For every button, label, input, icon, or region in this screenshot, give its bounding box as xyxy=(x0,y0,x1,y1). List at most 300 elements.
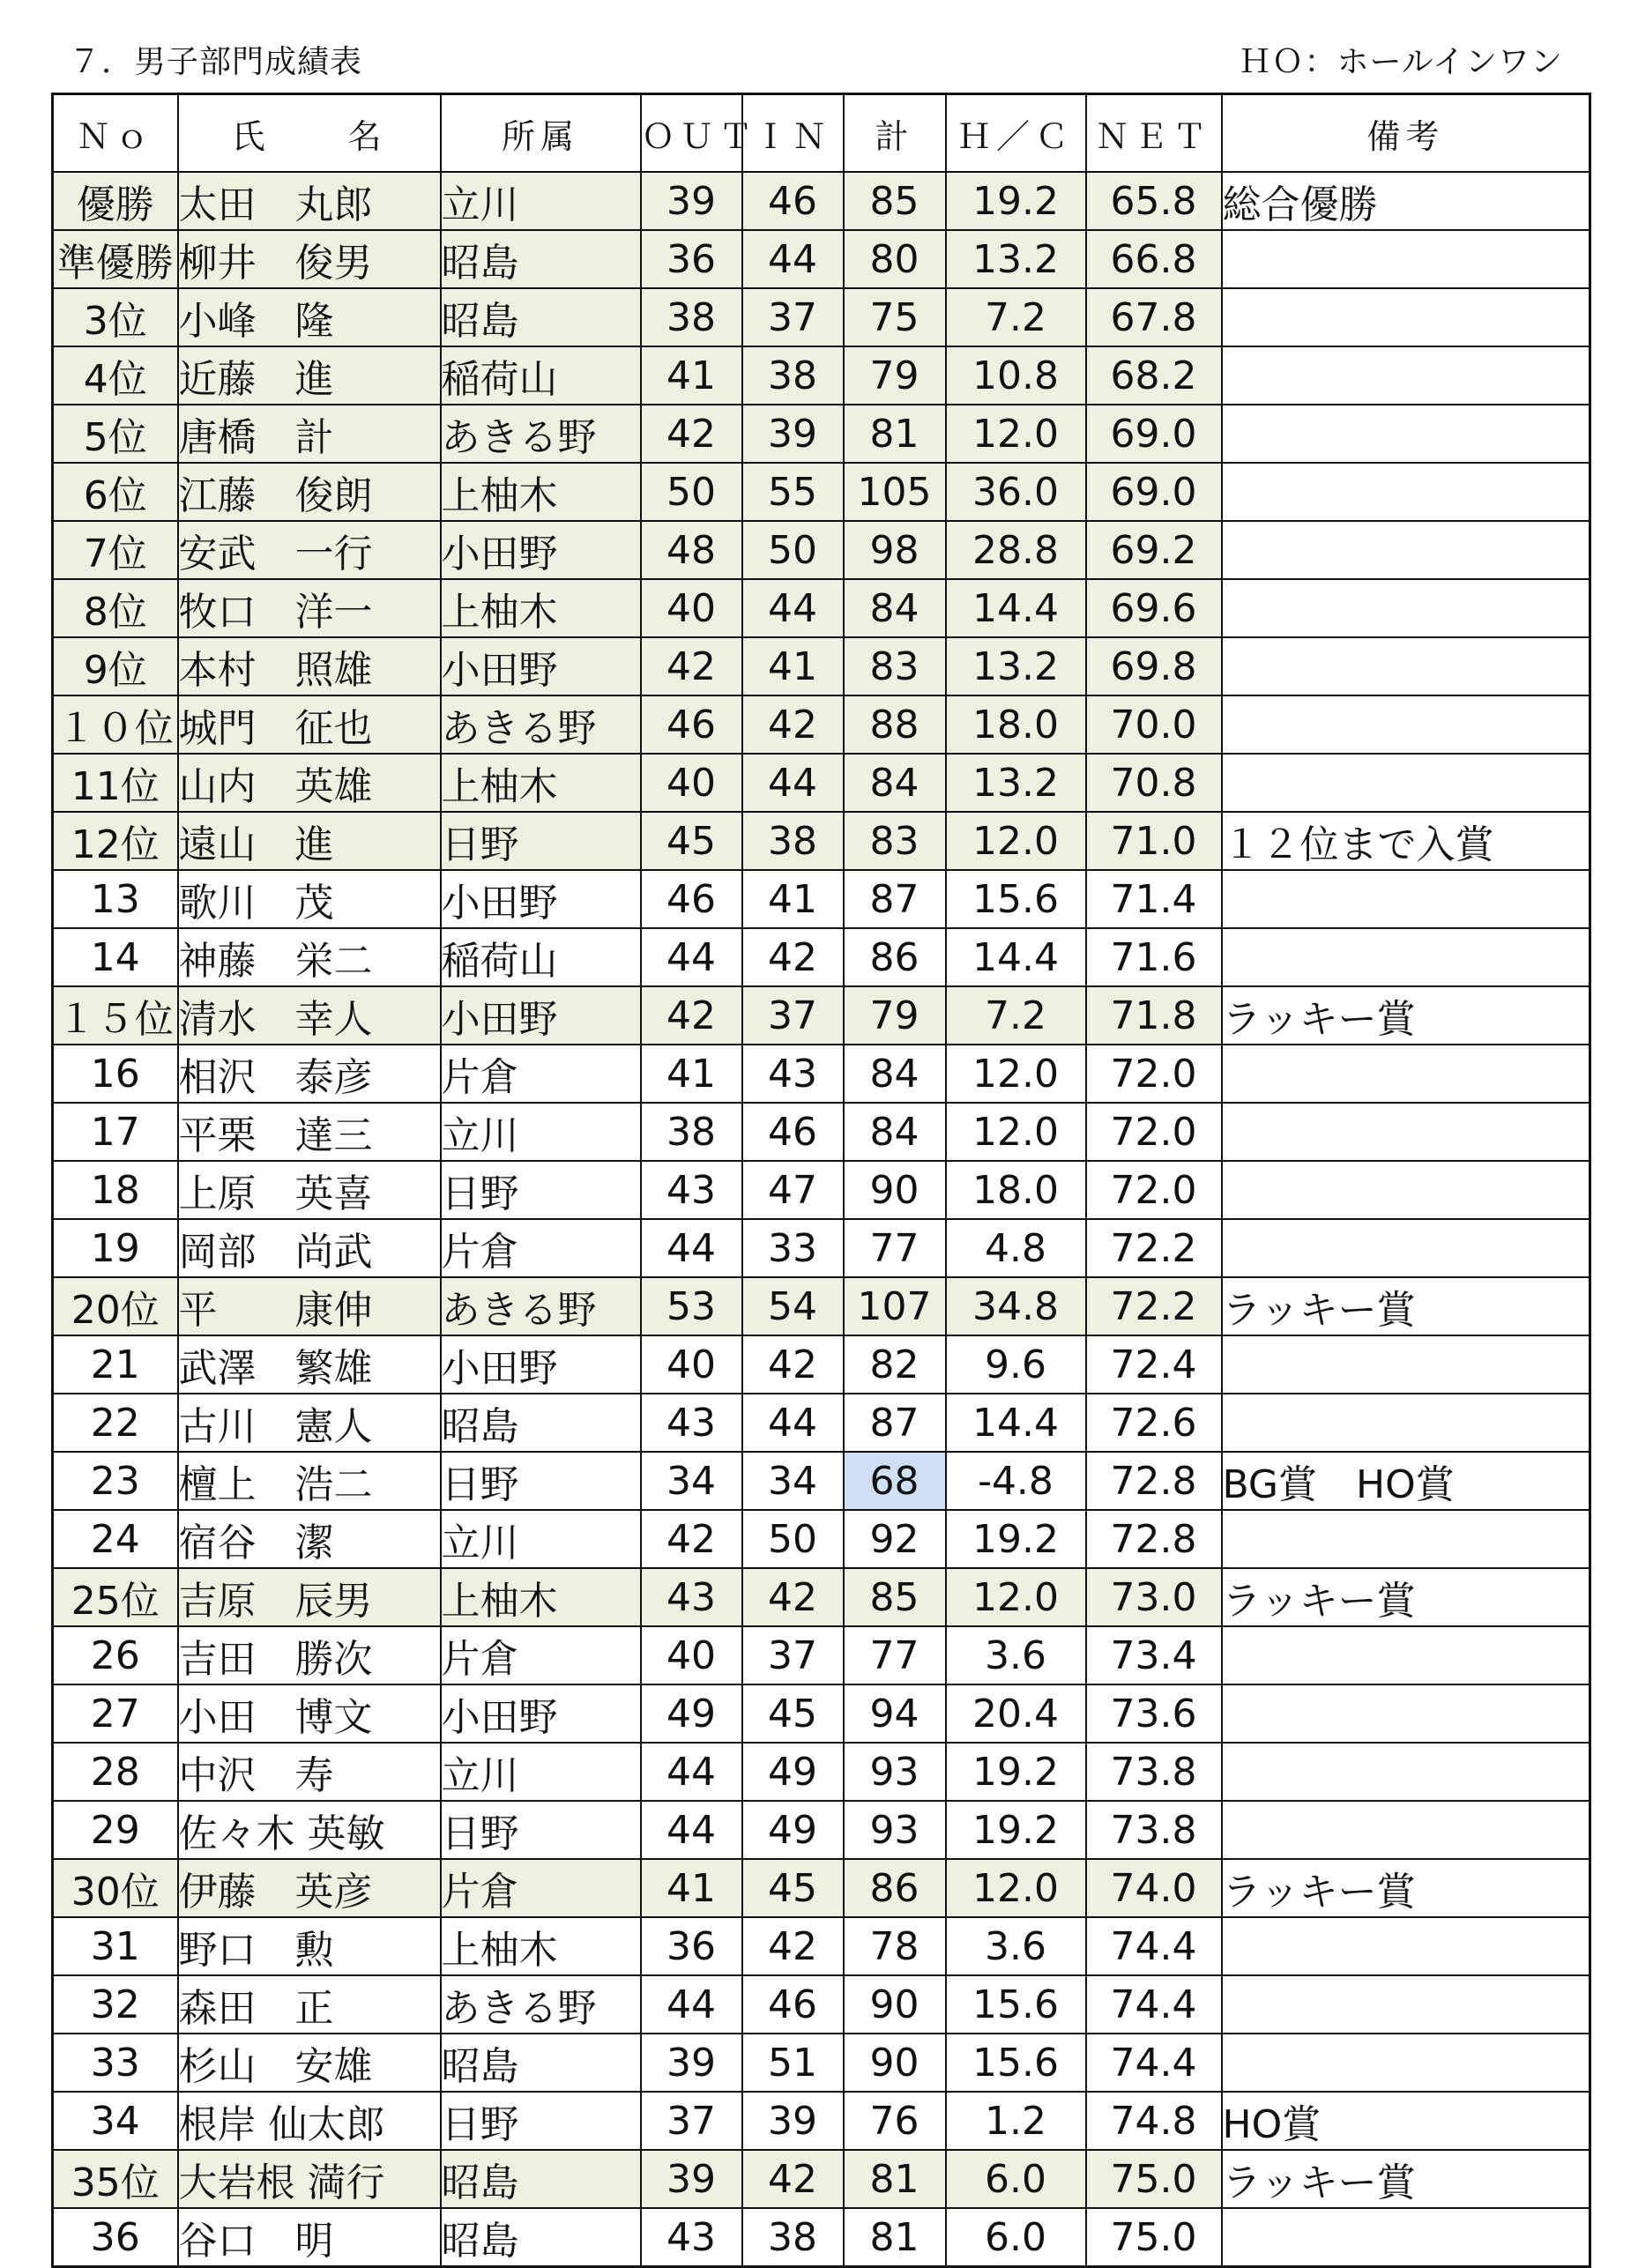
handicap-cell: 19.2 xyxy=(946,172,1086,230)
total-score-cell: 92 xyxy=(844,1510,946,1568)
handicap-cell: 12.0 xyxy=(946,1103,1086,1161)
total-score-cell: 90 xyxy=(844,2034,946,2092)
name-cell: 本村 照雄 xyxy=(178,637,441,695)
net-score-cell: 71.8 xyxy=(1086,986,1222,1045)
remarks-cell: ラッキー賞 xyxy=(1222,986,1590,1045)
club-cell: 日野 xyxy=(441,1161,641,1219)
rank-cell: 21 xyxy=(53,1335,178,1394)
name-cell: 安武 一行 xyxy=(178,521,441,579)
in-score-cell: 38 xyxy=(742,346,844,405)
net-score-cell: 72.4 xyxy=(1086,1335,1222,1394)
net-score-cell: 73.4 xyxy=(1086,1626,1222,1684)
club-cell: 小田野 xyxy=(441,1335,641,1394)
name-cell: 杉山 安雄 xyxy=(178,2034,441,2092)
in-score-cell: 49 xyxy=(742,1743,844,1801)
club-cell: 稲荷山 xyxy=(441,928,641,986)
out-score-cell: 36 xyxy=(641,1917,742,1975)
name-cell: 野口 勲 xyxy=(178,1917,441,1975)
name-cell: 谷口 明 xyxy=(178,2208,441,2267)
club-cell: 片倉 xyxy=(441,1219,641,1277)
out-score-cell: 43 xyxy=(641,1568,742,1626)
handicap-cell: 4.8 xyxy=(946,1219,1086,1277)
total-score-cell: 83 xyxy=(844,637,946,695)
net-score-cell: 73.8 xyxy=(1086,1801,1222,1859)
total-score-cell: 68 xyxy=(844,1452,946,1510)
legend-note: ＨＯ：ホールインワン xyxy=(1239,44,1563,80)
handicap-cell: 12.0 xyxy=(946,812,1086,870)
net-score-cell: 66.8 xyxy=(1086,230,1222,288)
table-row xyxy=(53,986,1590,1045)
total-score-cell: 83 xyxy=(844,812,946,870)
handicap-cell: 13.2 xyxy=(946,754,1086,812)
club-cell: 片倉 xyxy=(441,1045,641,1103)
club-cell: 上柚木 xyxy=(441,579,641,637)
in-score-cell: 44 xyxy=(742,230,844,288)
net-score-cell: 70.8 xyxy=(1086,754,1222,812)
table-row xyxy=(53,1743,1590,1801)
table-row xyxy=(53,1335,1590,1394)
handicap-cell: 14.4 xyxy=(946,579,1086,637)
table-row xyxy=(53,1510,1590,1568)
club-cell: 日野 xyxy=(441,1452,641,1510)
total-score-cell: 90 xyxy=(844,1975,946,2034)
remarks-cell: BG賞 HO賞 xyxy=(1222,1452,1590,1510)
table-row xyxy=(53,1626,1590,1684)
name-cell: 相沢 泰彦 xyxy=(178,1045,441,1103)
out-score-cell: 42 xyxy=(641,1510,742,1568)
handicap-cell: 36.0 xyxy=(946,463,1086,521)
table-row xyxy=(53,1859,1590,1917)
handicap-cell: -4.8 xyxy=(946,1452,1086,1510)
handicap-cell: 19.2 xyxy=(946,1801,1086,1859)
rank-cell: 14 xyxy=(53,928,178,986)
rank-cell: 35位 xyxy=(53,2150,178,2208)
remarks-cell xyxy=(1222,346,1590,405)
name-cell: 上原 英喜 xyxy=(178,1161,441,1219)
in-score-cell: 42 xyxy=(742,1335,844,1394)
total-score-cell: 87 xyxy=(844,1394,946,1452)
remarks-cell xyxy=(1222,1684,1590,1743)
name-cell: 江藤 俊朗 xyxy=(178,463,441,521)
remarks-cell: ラッキー賞 xyxy=(1222,1568,1590,1626)
table-row xyxy=(53,230,1590,288)
rank-cell: 36 xyxy=(53,2208,178,2267)
rank-cell: 25位 xyxy=(53,1568,178,1626)
rank-cell: 12位 xyxy=(53,812,178,870)
table-row xyxy=(53,1801,1590,1859)
handicap-cell: 12.0 xyxy=(946,1045,1086,1103)
table-row xyxy=(53,1568,1590,1626)
net-score-cell: 73.8 xyxy=(1086,1743,1222,1801)
name-cell: 吉田 勝次 xyxy=(178,1626,441,1684)
in-score-cell: 33 xyxy=(742,1219,844,1277)
col-header-out: ＯＵＴ xyxy=(641,94,742,173)
remarks-cell xyxy=(1222,288,1590,346)
table-row xyxy=(53,1394,1590,1452)
handicap-cell: 1.2 xyxy=(946,2092,1086,2150)
club-cell: 上柚木 xyxy=(441,754,641,812)
page-title: ７．男子部門成績表 xyxy=(69,44,363,80)
total-score-cell: 79 xyxy=(844,986,946,1045)
total-score-cell: 88 xyxy=(844,695,946,754)
out-score-cell: 44 xyxy=(641,1219,742,1277)
club-cell: 立川 xyxy=(441,1510,641,1568)
net-score-cell: 72.0 xyxy=(1086,1103,1222,1161)
net-score-cell: 74.4 xyxy=(1086,2034,1222,2092)
total-score-cell: 84 xyxy=(844,1045,946,1103)
table-row xyxy=(53,2034,1590,2092)
in-score-cell: 51 xyxy=(742,2034,844,2092)
net-score-cell: 75.0 xyxy=(1086,2150,1222,2208)
net-score-cell: 70.0 xyxy=(1086,695,1222,754)
out-score-cell: 38 xyxy=(641,288,742,346)
in-score-cell: 46 xyxy=(742,1975,844,2034)
out-score-cell: 48 xyxy=(641,521,742,579)
remarks-cell xyxy=(1222,1510,1590,1568)
net-score-cell: 69.2 xyxy=(1086,521,1222,579)
rank-cell: 32 xyxy=(53,1975,178,2034)
handicap-cell: 6.0 xyxy=(946,2208,1086,2267)
rank-cell: 5位 xyxy=(53,405,178,463)
out-score-cell: 43 xyxy=(641,1161,742,1219)
name-cell: 清水 幸人 xyxy=(178,986,441,1045)
remarks-cell xyxy=(1222,1743,1590,1801)
table-row xyxy=(53,637,1590,695)
total-score-cell: 98 xyxy=(844,521,946,579)
name-cell: 中沢 寿 xyxy=(178,1743,441,1801)
club-cell: あきる野 xyxy=(441,405,641,463)
in-score-cell: 34 xyxy=(742,1452,844,1510)
total-score-cell: 93 xyxy=(844,1743,946,1801)
handicap-cell: 7.2 xyxy=(946,288,1086,346)
rank-cell: 22 xyxy=(53,1394,178,1452)
name-cell: 伊藤 英彦 xyxy=(178,1859,441,1917)
name-cell: 佐々木 英敏 xyxy=(178,1801,441,1859)
net-score-cell: 69.0 xyxy=(1086,463,1222,521)
rank-cell: １５位 xyxy=(53,986,178,1045)
name-cell: 小峰 隆 xyxy=(178,288,441,346)
net-score-cell: 74.0 xyxy=(1086,1859,1222,1917)
table-row xyxy=(53,1103,1590,1161)
name-cell: 森田 正 xyxy=(178,1975,441,2034)
remarks-cell xyxy=(1222,1801,1590,1859)
net-score-cell: 67.8 xyxy=(1086,288,1222,346)
rank-cell: 準優勝 xyxy=(53,230,178,288)
table-row xyxy=(53,1277,1590,1335)
total-score-cell: 86 xyxy=(844,928,946,986)
remarks-cell xyxy=(1222,1045,1590,1103)
name-cell: 古川 憲人 xyxy=(178,1394,441,1452)
name-cell: 根岸 仙太郎 xyxy=(178,2092,441,2150)
table-row xyxy=(53,2208,1590,2267)
rank-cell: 27 xyxy=(53,1684,178,1743)
in-score-cell: 37 xyxy=(742,1626,844,1684)
table-row xyxy=(53,812,1590,870)
handicap-cell: 15.6 xyxy=(946,1975,1086,2034)
in-score-cell: 38 xyxy=(742,2208,844,2267)
table-row xyxy=(53,1045,1590,1103)
rank-cell: 23 xyxy=(53,1452,178,1510)
club-cell: あきる野 xyxy=(441,1975,641,2034)
net-score-cell: 74.4 xyxy=(1086,1975,1222,2034)
rank-cell: 30位 xyxy=(53,1859,178,1917)
in-score-cell: 37 xyxy=(742,288,844,346)
club-cell: 小田野 xyxy=(441,521,641,579)
total-score-cell: 86 xyxy=(844,1859,946,1917)
in-score-cell: 42 xyxy=(742,1917,844,1975)
remarks-cell: HO賞 xyxy=(1222,2092,1590,2150)
net-score-cell: 72.6 xyxy=(1086,1394,1222,1452)
results-body xyxy=(53,172,1590,2267)
club-cell: 小田野 xyxy=(441,870,641,928)
out-score-cell: 40 xyxy=(641,1335,742,1394)
out-score-cell: 40 xyxy=(641,754,742,812)
name-cell: 大岩根 満行 xyxy=(178,2150,441,2208)
club-cell: 小田野 xyxy=(441,637,641,695)
out-score-cell: 53 xyxy=(641,1277,742,1335)
net-score-cell: 71.6 xyxy=(1086,928,1222,986)
out-score-cell: 39 xyxy=(641,172,742,230)
total-score-cell: 94 xyxy=(844,1684,946,1743)
table-row xyxy=(53,1452,1590,1510)
out-score-cell: 43 xyxy=(641,1394,742,1452)
handicap-cell: 3.6 xyxy=(946,1917,1086,1975)
in-score-cell: 41 xyxy=(742,870,844,928)
net-score-cell: 71.0 xyxy=(1086,812,1222,870)
remarks-cell xyxy=(1222,2034,1590,2092)
club-cell: 昭島 xyxy=(441,230,641,288)
total-score-cell: 85 xyxy=(844,172,946,230)
total-score-cell: 85 xyxy=(844,1568,946,1626)
handicap-cell: 12.0 xyxy=(946,1859,1086,1917)
club-cell: 昭島 xyxy=(441,2208,641,2267)
total-score-cell: 81 xyxy=(844,2208,946,2267)
net-score-cell: 65.8 xyxy=(1086,172,1222,230)
handicap-cell: 14.4 xyxy=(946,928,1086,986)
out-score-cell: 34 xyxy=(641,1452,742,1510)
remarks-cell xyxy=(1222,870,1590,928)
total-score-cell: 80 xyxy=(844,230,946,288)
in-score-cell: 50 xyxy=(742,1510,844,1568)
handicap-cell: 14.4 xyxy=(946,1394,1086,1452)
out-score-cell: 41 xyxy=(641,1045,742,1103)
total-score-cell: 81 xyxy=(844,2150,946,2208)
table-row xyxy=(53,579,1590,637)
in-score-cell: 42 xyxy=(742,928,844,986)
rank-cell: 6位 xyxy=(53,463,178,521)
name-cell: 太田 丸郎 xyxy=(178,172,441,230)
out-score-cell: 37 xyxy=(641,2092,742,2150)
handicap-cell: 34.8 xyxy=(946,1277,1086,1335)
handicap-cell: 12.0 xyxy=(946,1568,1086,1626)
net-score-cell: 75.0 xyxy=(1086,2208,1222,2267)
rank-cell: 33 xyxy=(53,2034,178,2092)
handicap-cell: 10.8 xyxy=(946,346,1086,405)
out-score-cell: 39 xyxy=(641,2150,742,2208)
table-row xyxy=(53,288,1590,346)
table-row xyxy=(53,1161,1590,1219)
club-cell: 日野 xyxy=(441,2092,641,2150)
total-score-cell: 77 xyxy=(844,1626,946,1684)
table-row xyxy=(53,2150,1590,2208)
out-score-cell: 40 xyxy=(641,1626,742,1684)
name-cell: 平 康伸 xyxy=(178,1277,441,1335)
rank-cell: １０位 xyxy=(53,695,178,754)
handicap-cell: 9.6 xyxy=(946,1335,1086,1394)
handicap-cell: 3.6 xyxy=(946,1626,1086,1684)
total-score-cell: 79 xyxy=(844,346,946,405)
remarks-cell xyxy=(1222,637,1590,695)
out-score-cell: 41 xyxy=(641,1859,742,1917)
col-header-name: 氏 名 xyxy=(178,94,441,173)
out-score-cell: 44 xyxy=(641,1975,742,2034)
rank-cell: 4位 xyxy=(53,346,178,405)
rank-cell: 31 xyxy=(53,1917,178,1975)
club-cell: 日野 xyxy=(441,1801,641,1859)
rank-cell: 16 xyxy=(53,1045,178,1103)
out-score-cell: 44 xyxy=(641,928,742,986)
handicap-cell: 13.2 xyxy=(946,637,1086,695)
rank-cell: 優勝 xyxy=(53,172,178,230)
remarks-cell: ラッキー賞 xyxy=(1222,2150,1590,2208)
club-cell: 昭島 xyxy=(441,1394,641,1452)
remarks-cell xyxy=(1222,754,1590,812)
in-score-cell: 45 xyxy=(742,1684,844,1743)
out-score-cell: 42 xyxy=(641,405,742,463)
table-row xyxy=(53,463,1590,521)
table-row xyxy=(53,928,1590,986)
name-cell: 武澤 繁雄 xyxy=(178,1335,441,1394)
out-score-cell: 46 xyxy=(641,695,742,754)
out-score-cell: 44 xyxy=(641,1801,742,1859)
rank-cell: 17 xyxy=(53,1103,178,1161)
remarks-cell xyxy=(1222,1917,1590,1975)
in-score-cell: 44 xyxy=(742,1394,844,1452)
name-cell: 宿谷 潔 xyxy=(178,1510,441,1568)
club-cell: 片倉 xyxy=(441,1859,641,1917)
table-row xyxy=(53,521,1590,579)
handicap-cell: 18.0 xyxy=(946,695,1086,754)
total-score-cell: 105 xyxy=(844,463,946,521)
net-score-cell: 69.6 xyxy=(1086,579,1222,637)
remarks-cell xyxy=(1222,579,1590,637)
handicap-cell: 20.4 xyxy=(946,1684,1086,1743)
in-score-cell: 50 xyxy=(742,521,844,579)
rank-cell: 20位 xyxy=(53,1277,178,1335)
out-score-cell: 45 xyxy=(641,812,742,870)
rank-cell: 24 xyxy=(53,1510,178,1568)
in-score-cell: 55 xyxy=(742,463,844,521)
in-score-cell: 54 xyxy=(742,1277,844,1335)
rank-cell: 7位 xyxy=(53,521,178,579)
out-score-cell: 43 xyxy=(641,2208,742,2267)
club-cell: 昭島 xyxy=(441,2034,641,2092)
remarks-cell xyxy=(1222,1975,1590,2034)
in-score-cell: 46 xyxy=(742,172,844,230)
handicap-cell: 7.2 xyxy=(946,986,1086,1045)
net-score-cell: 68.2 xyxy=(1086,346,1222,405)
results-table xyxy=(51,93,1591,2268)
club-cell: 日野 xyxy=(441,812,641,870)
club-cell: 上柚木 xyxy=(441,463,641,521)
net-score-cell: 72.2 xyxy=(1086,1219,1222,1277)
remarks-cell: 総合優勝 xyxy=(1222,172,1590,230)
total-score-cell: 90 xyxy=(844,1161,946,1219)
out-score-cell: 44 xyxy=(641,1743,742,1801)
club-cell: 立川 xyxy=(441,172,641,230)
rank-cell: 28 xyxy=(53,1743,178,1801)
col-header-net: ＮＥＴ xyxy=(1086,94,1222,173)
table-row xyxy=(53,754,1590,812)
out-score-cell: 41 xyxy=(641,346,742,405)
club-cell: あきる野 xyxy=(441,1277,641,1335)
club-cell: 上柚木 xyxy=(441,1568,641,1626)
table-row xyxy=(53,346,1590,405)
net-score-cell: 72.0 xyxy=(1086,1045,1222,1103)
in-score-cell: 39 xyxy=(742,2092,844,2150)
net-score-cell: 74.8 xyxy=(1086,2092,1222,2150)
remarks-cell xyxy=(1222,1394,1590,1452)
total-score-cell: 75 xyxy=(844,288,946,346)
rank-cell: 29 xyxy=(53,1801,178,1859)
in-score-cell: 44 xyxy=(742,754,844,812)
remarks-cell xyxy=(1222,695,1590,754)
table-row xyxy=(53,405,1590,463)
net-score-cell: 72.2 xyxy=(1086,1277,1222,1335)
net-score-cell: 74.4 xyxy=(1086,1917,1222,1975)
remarks-cell xyxy=(1222,405,1590,463)
remarks-cell xyxy=(1222,1219,1590,1277)
name-cell: 遠山 進 xyxy=(178,812,441,870)
in-score-cell: 45 xyxy=(742,1859,844,1917)
net-score-cell: 73.6 xyxy=(1086,1684,1222,1743)
in-score-cell: 46 xyxy=(742,1103,844,1161)
rank-cell: 19 xyxy=(53,1219,178,1277)
remarks-cell xyxy=(1222,521,1590,579)
total-score-cell: 81 xyxy=(844,405,946,463)
total-score-cell: 107 xyxy=(844,1277,946,1335)
out-score-cell: 40 xyxy=(641,579,742,637)
table-row xyxy=(53,1975,1590,2034)
handicap-cell: 6.0 xyxy=(946,2150,1086,2208)
handicap-cell: 19.2 xyxy=(946,1743,1086,1801)
net-score-cell: 73.0 xyxy=(1086,1568,1222,1626)
total-score-cell: 84 xyxy=(844,754,946,812)
name-cell: 近藤 進 xyxy=(178,346,441,405)
remarks-cell xyxy=(1222,230,1590,288)
in-score-cell: 49 xyxy=(742,1801,844,1859)
out-score-cell: 38 xyxy=(641,1103,742,1161)
name-cell: 神藤 栄二 xyxy=(178,928,441,986)
net-score-cell: 72.8 xyxy=(1086,1510,1222,1568)
net-score-cell: 72.8 xyxy=(1086,1452,1222,1510)
in-score-cell: 41 xyxy=(742,637,844,695)
name-cell: 牧口 洋一 xyxy=(178,579,441,637)
col-header-in: ＩＮ xyxy=(742,94,844,173)
out-score-cell: 36 xyxy=(641,230,742,288)
table-row xyxy=(53,1917,1590,1975)
total-score-cell: 84 xyxy=(844,1103,946,1161)
remarks-cell xyxy=(1222,1335,1590,1394)
name-cell: 城門 征也 xyxy=(178,695,441,754)
net-score-cell: 72.0 xyxy=(1086,1161,1222,1219)
rank-cell: 8位 xyxy=(53,579,178,637)
club-cell: 昭島 xyxy=(441,288,641,346)
out-score-cell: 42 xyxy=(641,986,742,1045)
table-row xyxy=(53,870,1590,928)
remarks-cell xyxy=(1222,2208,1590,2267)
remarks-cell xyxy=(1222,1626,1590,1684)
